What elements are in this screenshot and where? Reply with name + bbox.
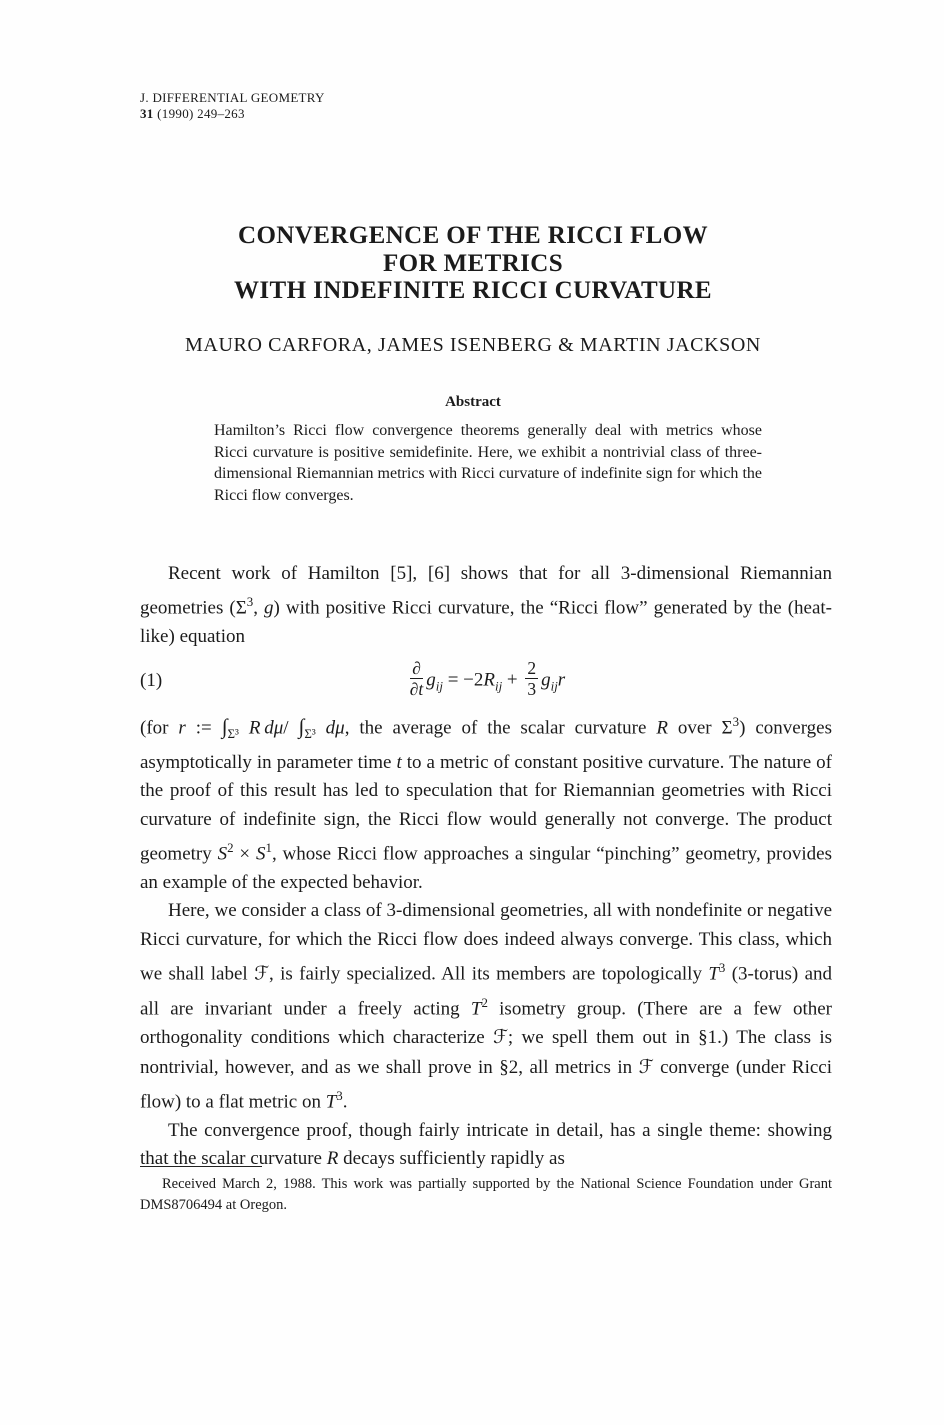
equation-1 bbox=[140, 657, 832, 702]
journal-pages: (1990) 249–263 bbox=[153, 105, 245, 121]
title-line-2: FOR METRICS bbox=[382, 249, 564, 277]
journal-header bbox=[140, 90, 325, 121]
title-line-1: CONVERGENCE OF THE RICCI FLOW bbox=[238, 222, 708, 249]
paragraph-convergence-proof: The convergence proof, though fairly intricate in detail, has a single theme: showing that the scalar curvature R decays sufficiently rapidly as bbox=[140, 1120, 832, 1170]
abstract-heading: Abstract bbox=[445, 394, 501, 410]
paper-title bbox=[120, 222, 826, 305]
equation-formula: $\frac{\partial}{\partial t}$ $g_{ij} = -2R_{ij}$ + $\frac{2}{3}$ $g_{ij}r$ bbox=[409, 657, 566, 700]
journal-volume: 31 bbox=[140, 105, 154, 121]
paragraph-continuation: (for r := $\int_{\Sigma^3}$ R dμ/ $\int_{\Sigma^3}$ dμ, the average of the scalar curvature R over $\Sigma^3$) converges asymptotically in parameter time t to a metric of constant positive curvature. The nature of the proof of this result has led to speculation that for Riemannian geometries with Ricci curvature of indefinite sign, the Ricci flow would generally not converge. The product geometry $S^2 \times S^1$, whose Ricci flow approaches a singular “pinching” geometry, provides an example of the expected behavior. bbox=[140, 714, 833, 893]
journal-citation bbox=[140, 106, 325, 122]
footnote-text: Received March 2, 1988. This work was partially supported by the National Science Foundation under Grant DMS8706494 at Oregon. bbox=[140, 1176, 832, 1213]
equation-number: (1) bbox=[140, 669, 163, 691]
abstract-text: Hamilton’s Ricci flow convergence theorems generally deal with metrics whose Ricci curvature is positive semidefinite. Here, we exhibit a nontrivial class of three-dimensional Riemannian metrics with Ricci curvature of indefinite sign for which the Ricci flow converges. bbox=[214, 422, 762, 504]
article-body bbox=[140, 560, 832, 1174]
title-line-3: WITH INDEFINITE RICCI CURVATURE bbox=[233, 277, 713, 304]
paragraph-class-f: Here, we consider a class of 3-dimensional geometries, all with nondefinite or negative Ricci curvature, for which the Ricci flow does indeed always converge. This class, which we shall label ℱ, is fairly specialized. All its members are topologically $T^3$ (3-torus) and all are invariant under a freely acting $T^2$ isometry group. (There are a few other orthogonality conditions which characterize ℱ; we spell them out in §1.) The class is nontrivial, however, and as we shall prove in §2, all metrics in ℱ converge (under Ricci flow) to a flat metric on $T^3$. bbox=[140, 900, 833, 1113]
paragraph-intro: Recent work of Hamilton [5], [6] shows that for all 3-dimensional Riemannian geometries ($\Sigma^3$, g) with positive Ricci curvature, the “Ricci flow” generated by the (heat-like) equation bbox=[140, 563, 833, 648]
journal-name: J. DIFFERENTIAL GEOMETRY bbox=[140, 90, 325, 105]
authors-line: MAURO CARFORA, JAMES ISENBERG & MARTIN JACKSON bbox=[185, 334, 761, 356]
footnote-separator bbox=[140, 1166, 262, 1167]
